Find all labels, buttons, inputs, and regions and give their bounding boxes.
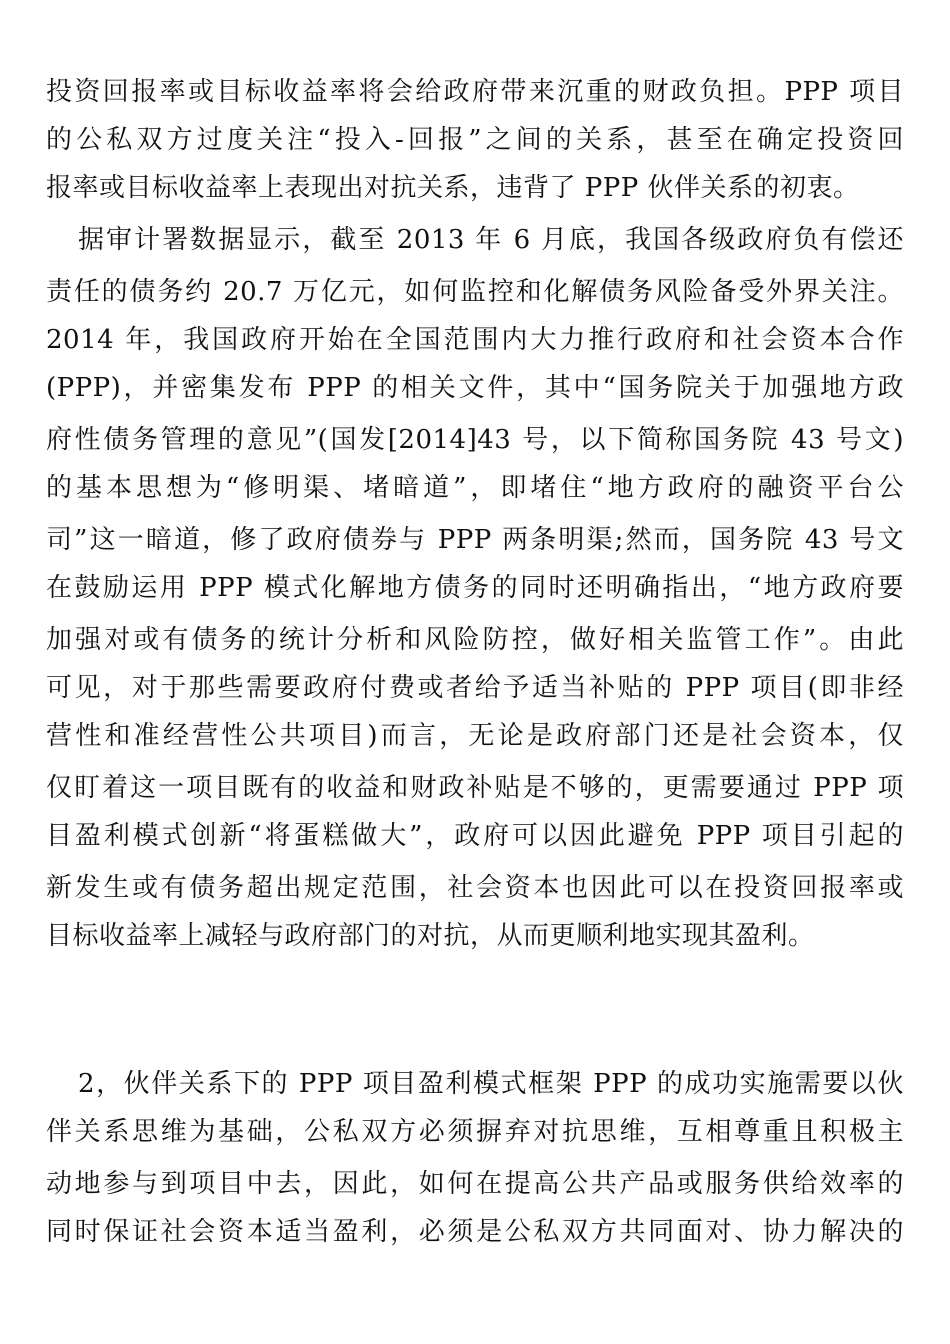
paragraph-2-line-6: 的基本思想为“修明渠、堵暗道”，即堵住“地方政府的融资平台公	[46, 473, 904, 503]
paragraph-3-line-2: 伴关系思维为基础，公私双方必须摒弃对抗思维，互相尊重且积极主	[46, 1117, 904, 1147]
paragraph-3-line-3: 动地参与到项目中去，因此，如何在提高公共产品或服务供给效率的	[46, 1169, 904, 1199]
paragraph-2-line-10: 可见，对于那些需要政府付费或者给予适当补贴的 PPP 项目(即非经	[46, 673, 904, 703]
paragraph-3-line-1: 2，伙伴关系下的 PPP 项目盈利模式框架 PPP 的成功实施需要以伙	[78, 1069, 904, 1099]
paragraph-2-line-13: 目盈利模式创新“将蛋糕做大”，政府可以因此避免 PPP 项目引起的	[46, 821, 904, 851]
paragraph-2-line-4: (PPP)，并密集发布 PPP 的相关文件，其中“国务院关于加强地方政	[46, 373, 904, 403]
paragraph-2-line-14: 新发生或有债务超出规定范围，社会资本也因此可以在投资回报率或	[46, 873, 904, 903]
paragraph-2-line-12: 仅盯着这一项目既有的收益和财政补贴是不够的，更需要通过 PPP 项	[46, 773, 904, 803]
paragraph-1-line-3: 报率或目标收益率上表现出对抗关系，违背了 PPP 伙伴关系的初衷。	[46, 173, 860, 203]
paragraph-2-line-7: 司”这一暗道，修了政府债券与 PPP 两条明渠;然而，国务院 43 号文	[46, 525, 904, 555]
paragraph-2-line-3: 2014 年，我国政府开始在全国范围内大力推行政府和社会资本合作	[46, 325, 904, 355]
paragraph-2-line-15: 目标收益率上减轻与政府部门的对抗，从而更顺利地实现其盈利。	[46, 921, 815, 951]
paragraph-2-line-11: 营性和准经营性公共项目)而言，无论是政府部门还是社会资本，仅	[46, 721, 904, 751]
paragraph-2-line-8: 在鼓励运用 PPP 模式化解地方债务的同时还明确指出，“地方政府要	[46, 573, 904, 603]
paragraph-2-line-9: 加强对或有债务的统计分析和风险防控，做好相关监管工作”。由此	[46, 625, 904, 655]
paragraph-2-line-2: 责任的债务约 20.7 万亿元，如何监控和化解债务风险备受外界关注。	[46, 277, 904, 307]
paragraph-3-line-4: 同时保证社会资本适当盈利，必须是公私双方共同面对、协力解决的	[46, 1217, 904, 1247]
paragraph-2-line-1: 据审计署数据显示，截至 2013 年 6 月底，我国各级政府负有偿还	[78, 225, 904, 255]
paragraph-2-line-5: 府性债务管理的意见”(国发[2014]43 号，以下简称国务院 43 号文)	[46, 425, 904, 455]
paragraph-1-line-2: 的公私双方过度关注“投入-回报”之间的关系，甚至在确定投资回	[46, 125, 904, 155]
paragraph-1-line-1: 投资回报率或目标收益率将会给政府带来沉重的财政负担。PPP 项目	[46, 77, 904, 107]
